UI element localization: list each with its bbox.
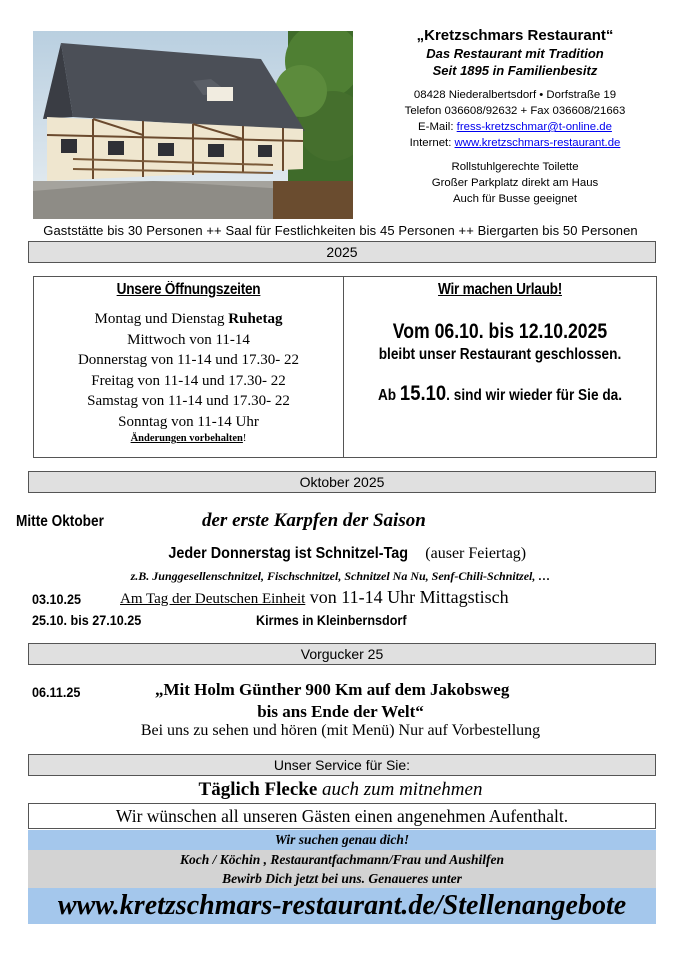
hours-vacation-box	[33, 276, 657, 458]
hours-note: Änderungen vorbehalten!	[130, 433, 247, 444]
capacity-line: Gaststätte bis 30 Personen ++ Saal für Festlichkeiten bis 45 Personen ++ Biergarten bis 50 Personen	[43, 223, 638, 238]
website-link[interactable]: www.kretzschmars-restaurant.de	[454, 137, 621, 149]
header-info	[360, 26, 670, 207]
mid-october-label: Mitte Oktober	[16, 513, 104, 530]
restaurant-photo	[33, 31, 353, 219]
carp-season: der erste Karpfen der Saison	[202, 510, 426, 531]
vacation-dates: Vom 06.10. bis 12.10.2025	[392, 320, 608, 343]
opening-hours-heading: Unsere Öffnungszeiten	[116, 281, 261, 298]
website-line	[360, 135, 670, 151]
jobs-details	[28, 850, 656, 888]
jobs-apply: Bewirb Dich jetzt bei uns. Genaueres unter	[222, 871, 462, 886]
rest-day: Ruhetag	[228, 311, 283, 327]
vacation-closed: bleibt unser Restaurant geschlossen.	[378, 346, 622, 363]
internet-label: Internet:	[409, 137, 452, 149]
service-bar: Unser Service für Sie:	[28, 754, 656, 776]
address: 08428 Niederalbertsdorf • Dorfstraße 19	[413, 89, 617, 101]
slogan-family: Seit 1895 in Familienbesitz	[432, 63, 598, 78]
october-bar: Oktober 2025	[28, 471, 656, 493]
opening-hours	[34, 277, 344, 457]
schnitzel-day-bold: Jeder Donnerstag ist Schnitzel-Tag	[168, 545, 408, 562]
preview-date: 06.11.25	[32, 684, 81, 700]
preview-title-1: „Mit Holm Günther 900 Km auf dem Jakobsweg	[155, 680, 510, 699]
preview-bar: Vorgucker 25	[28, 643, 656, 665]
welcome-box: Wir wünschen all unseren Gästen einen angenehmen Aufenthalt.	[28, 803, 656, 829]
feature-parking: Großer Parkplatz direkt am Haus	[431, 177, 599, 189]
slogan-tradition: Das Restaurant mit Tradition	[426, 46, 604, 61]
restaurant-name: „Kretzschmars Restaurant“	[416, 27, 614, 44]
jobs-heading: Wir suchen genau dich!	[28, 830, 656, 850]
hours-sun: Sonntag von 11-14 Uhr	[118, 413, 259, 430]
unity-day: Am Tag der Deutschen Einheit	[120, 591, 306, 607]
email-label: E-Mail:	[418, 121, 454, 133]
vacation-return: Ab 15.10. sind wir wieder für Sie da.	[377, 382, 623, 405]
event-2: Kirmes in Kleinbernsdorf	[256, 612, 407, 628]
hours-thu: Donnerstag von 11-14 und 17.30- 22	[77, 352, 300, 368]
email-line	[360, 119, 670, 135]
schnitzel-day-rest: (auser Feiertag)	[421, 545, 527, 562]
schnitzel-examples: z.B. Junggesellenschnitzel, Fischschnitzel, Schnitzel Na Nu, Senf-Chili-Schnitzel, …	[130, 569, 551, 583]
jobs-url[interactable]: www.kretzschmars-restaurant.de/Stellenangebote	[28, 888, 656, 924]
year-bar: 2025	[28, 241, 656, 263]
preview-info: Bei uns zu sehen und hören (mit Menü) Nur auf Vorbestellung	[140, 722, 541, 739]
flecke-bold: Täglich Flecke	[198, 779, 318, 800]
event-1: Am Tag der Deutschen Einheit von 11-14 Uhr Mittagstisch	[120, 587, 509, 607]
return-date: 15.10	[399, 382, 447, 405]
preview-title-2: bis ans Ende der Welt“	[257, 702, 424, 721]
hours-wed: Mittwoch von 11-14	[127, 331, 250, 348]
vacation-heading: Wir machen Urlaub!	[438, 281, 562, 298]
vacation-notice	[344, 277, 656, 457]
event-date-1: 03.10.25	[32, 591, 82, 607]
hours-sat: Samstag von 11-14 und 17.30- 22	[87, 393, 290, 409]
jobs-positions: Koch / Köchin , Restaurantfachmann/Frau und Aushilfen	[180, 852, 504, 867]
feature-buses: Auch für Busse geeignet	[452, 193, 578, 205]
feature-wheelchair: Rollstuhlgerechte Toilette	[451, 161, 579, 173]
email-link[interactable]: fress-kretzschmar@t-online.de	[456, 121, 612, 133]
flecke-line	[0, 779, 681, 801]
hours-list	[34, 309, 343, 445]
event-date-2: 25.10. bis 27.10.25	[32, 612, 142, 628]
schnitzel-day	[0, 545, 681, 563]
hours-mon-tue: Montag und Dienstag Ruhetag	[94, 311, 283, 327]
phone-fax: Telefon 036608/92632 + Fax 036608/21663	[404, 105, 626, 117]
flecke-takeaway: auch zum mitnehmen	[317, 779, 483, 800]
hours-fri: Freitag von 11-14 und 17.30- 22	[91, 372, 286, 389]
